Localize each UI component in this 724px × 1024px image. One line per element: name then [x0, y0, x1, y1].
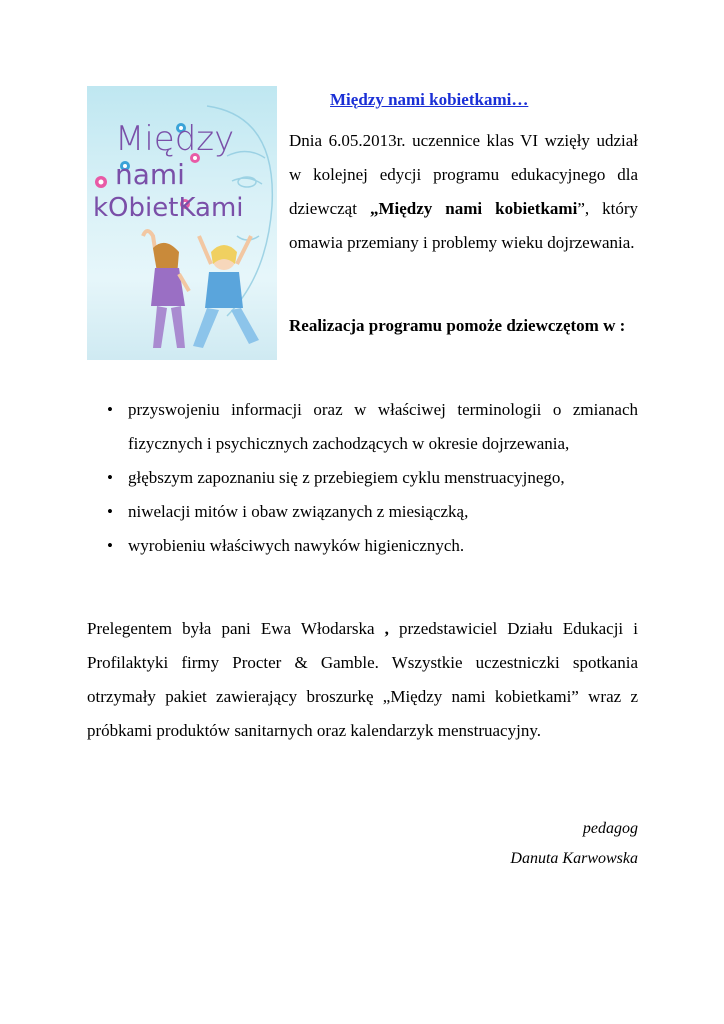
bullet-icon: • [107, 468, 113, 487]
signature-name: Danuta Karwowska [510, 850, 638, 867]
poster-title-line1: Między [115, 119, 235, 159]
intro-text-end: ”, który omawia przemiany i problemy wieku dojrzewania. [289, 199, 638, 252]
program-poster-image [87, 86, 277, 360]
bullet-icon: • [107, 502, 113, 521]
list-item-text: wyrobieniu właściwych nawyków higienicznych. [128, 536, 465, 555]
article-title-link[interactable]: Między nami kobietkami… [330, 90, 529, 109]
bold-comma: , [384, 619, 389, 638]
poster-illustration [87, 86, 277, 360]
speaker-text-start: Prelegentem była pani Ewa Włodarska [87, 619, 385, 638]
list-item-text: przyswojeniu informacji oraz w właściwej terminologii o zmianach fizycznych i psychicznych zachodzących w okresie dojrzewania, [128, 400, 638, 453]
poster-title-line3: kObietKami [93, 193, 244, 223]
goals-list [87, 393, 638, 563]
list-item [87, 461, 638, 495]
program-goals-heading: Realizacja programu pomoże dziewczętom w : [289, 316, 626, 335]
list-item-text: głębszym zapoznaniu się z przebiegiem cyklu menstruacyjnego, [128, 468, 565, 487]
flower-icon [95, 176, 107, 188]
speaker-paragraph [87, 612, 638, 748]
list-item-text: niwelacji mitów i obaw związanych z miesiączką, [128, 502, 469, 521]
bullet-icon: • [107, 400, 113, 419]
program-name: „Między nami kobietkami [369, 199, 578, 218]
girl-figure-left [143, 231, 189, 348]
intro-text-start: Dnia 6.05.2013r. uczennice klas VI wzięły udział w kolejnej edycji programu edukacyjnego dla dziewcząt [289, 131, 638, 218]
bullet-icon: • [107, 536, 113, 555]
signature-role: pedagog [582, 820, 638, 837]
list-item [87, 529, 638, 563]
girl-figure-right [193, 236, 259, 348]
poster-title-line2: nami [115, 158, 185, 191]
list-item [87, 495, 638, 529]
intro-paragraph [289, 124, 638, 260]
list-item [87, 393, 638, 461]
speaker-text-end: przedstawiciel Działu Edukacji i Profilaktyki firmy Procter & Gamble. Wszystkie uczestniczki spotkania otrzymały pakiet zawierający broszurkę „Między nami kobietkami” wraz z próbkami produktów sanitarnych oraz kalendarzyk menstruacyjny. [87, 619, 638, 740]
